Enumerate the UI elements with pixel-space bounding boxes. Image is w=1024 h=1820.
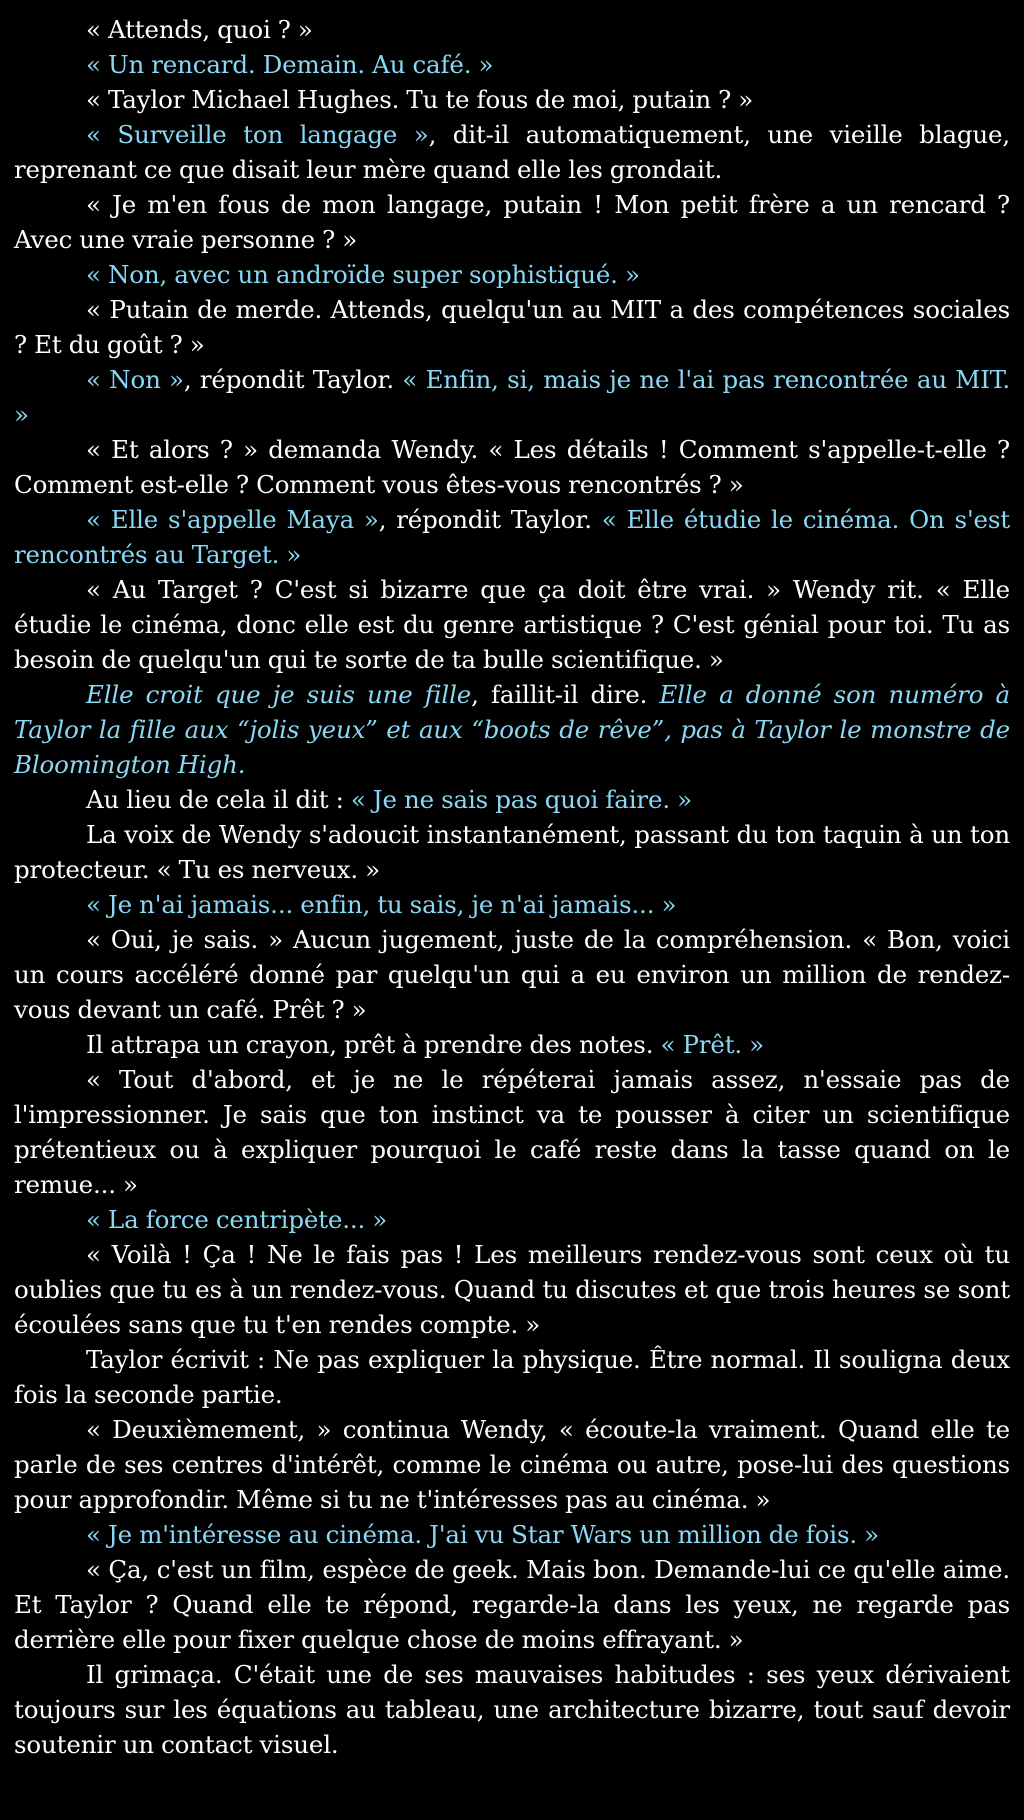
paragraph [14,1657,1010,1762]
paragraph [14,1027,1010,1062]
paragraph [14,47,1010,82]
narration-text: La voix de Wendy s'adoucit instantanément, passant du ton taquin à un ton protecteur. « Tu es nerveux. » [14,820,1010,884]
narration-text: « Taylor Michael Hughes. Tu te fous de moi, putain ? » [86,85,754,114]
narration-text: , faillit-il dire. [471,680,660,709]
narration-text: « Et alors ? » demanda Wendy. « Les détails ! Comment s'appelle-t-elle ? Comment est-elle ? Comment vous êtes-vous rencontrés ? » [14,435,1010,499]
dialogue-text: « La force centripète... » [86,1205,388,1234]
paragraph [14,257,1010,292]
dialogue-text: « Je m'intéresse au cinéma. J'ai vu Star Wars un million de fois. » [86,1520,879,1549]
paragraph [14,677,1010,782]
paragraph [14,1552,1010,1657]
paragraph [14,1412,1010,1517]
narration-text: Il attrapa un crayon, prêt à prendre des notes. [86,1030,661,1059]
dialogue-text: « Je n'ai jamais... enfin, tu sais, je n'ai jamais... » [86,890,677,919]
paragraph [14,887,1010,922]
dialogue-text: « Surveille ton langage » [86,120,429,149]
paragraph [14,292,1010,362]
dialogue-text: « Elle s'appelle Maya » [86,505,379,534]
paragraph [14,362,1010,432]
paragraph [14,922,1010,1027]
narration-text: , répondit Taylor. [183,365,403,394]
dialogue-text: « Non, avec un androïde super sophistiqué. » [86,260,640,289]
paragraph [14,82,1010,117]
paragraph [14,117,1010,187]
paragraph [14,817,1010,887]
paragraph [14,187,1010,257]
paragraph [14,782,1010,817]
inner-thought-text: Elle a donné son numéro à Taylor la fille aux “jolis yeux” et aux “boots de rêve”, pas à Taylor le monstre de Bloomington High. [14,680,1010,779]
narration-text: « Ça, c'est un film, espèce de geek. Mais bon. Demande-lui ce qu'elle aime. Et Taylor ? Quand elle te répond, regarde-la dans les yeux, ne regarde pas derrière elle pour fixer quelque chose de moins effrayant. » [14,1555,1010,1654]
narration-text: « Putain de merde. Attends, quelqu'un au MIT a des compétences sociales ? Et du goût ? » [14,295,1010,359]
narration-text: , répondit Taylor. [378,505,602,534]
paragraph [14,1237,1010,1342]
paragraph [14,502,1010,572]
narration-text: « Au Target ? C'est si bizarre que ça doit être vrai. » Wendy rit. « Elle étudie le cinéma, donc elle est du genre artistique ? C'est génial pour toi. Tu as besoin de quelqu'un qui te sorte de ta bulle scientifique. » [14,575,1010,674]
dialogue-text: « Elle étudie le cinéma. On s'est rencontrés au Target. » [14,505,1011,569]
narration-text: « Attends, quoi ? » [86,15,313,44]
dialogue-text: « Enfin, si, mais je ne l'ai pas rencontrée au MIT. » [14,365,1010,429]
narration-text: , dit-il automatiquement, une vieille blague, reprenant ce que disait leur mère quand elle les grondait. [14,120,1010,184]
inner-thought-text: Elle croit que je suis une fille [86,680,472,709]
paragraph [14,1062,1010,1202]
narration-text: « Voilà ! Ça ! Ne le fais pas ! Les meilleurs rendez-vous sont ceux où tu oublies que tu es à un rendez-vous. Quand tu discutes et que trois heures se sont écoulées sans que tu t'en rendes compte. » [14,1240,1010,1339]
paragraph [14,1342,1010,1412]
paragraph [14,572,1010,677]
narration-text: « Deuxièmement, » continua Wendy, « écoute-la vraiment. Quand elle te parle de ses centres d'intérêt, comme le cinéma ou autre, pose-lui des questions pour approfondir. Même si tu ne t'intéresses pas au cinéma. » [14,1415,1010,1514]
narration-text: Il grimaça. C'était une de ses mauvaises habitudes : ses yeux dérivaient toujours sur les équations au tableau, une architecture bizarre, tout sauf devoir soutenir un contact visuel. [14,1660,1010,1759]
narration-text: Au lieu de cela il dit : [86,785,351,814]
paragraph [14,1517,1010,1552]
narration-text: « Tout d'abord, et je ne le répéterai jamais assez, n'essaie pas de l'impressionner. Je sais que ton instinct va te pousser à citer un scientifique prétentieux ou à expliquer pourquoi le café reste dans la tasse quand on le remue... » [14,1065,1010,1199]
dialogue-text: « Non » [86,365,184,394]
paragraph [14,432,1010,502]
dialogue-text: « Je ne sais pas quoi faire. » [350,785,692,814]
dialogue-text: « Prêt. » [660,1030,765,1059]
narration-text: « Oui, je sais. » Aucun jugement, juste de la compréhension. « Bon, voici un cours accéléré donné par quelqu'un qui a eu environ un million de rendez-vous devant un café. Prêt ? » [14,925,1010,1024]
paragraph [14,1202,1010,1237]
narration-text: Taylor écrivit : Ne pas expliquer la physique. Être normal. Il souligna deux fois la seconde partie. [14,1345,1010,1409]
narration-text: « Je m'en fous de mon langage, putain ! Mon petit frère a un rencard ? Avec une vraie personne ? » [14,190,1010,254]
dialogue-text: « Un rencard. Demain. Au café. » [86,50,494,79]
paragraph [14,12,1010,47]
